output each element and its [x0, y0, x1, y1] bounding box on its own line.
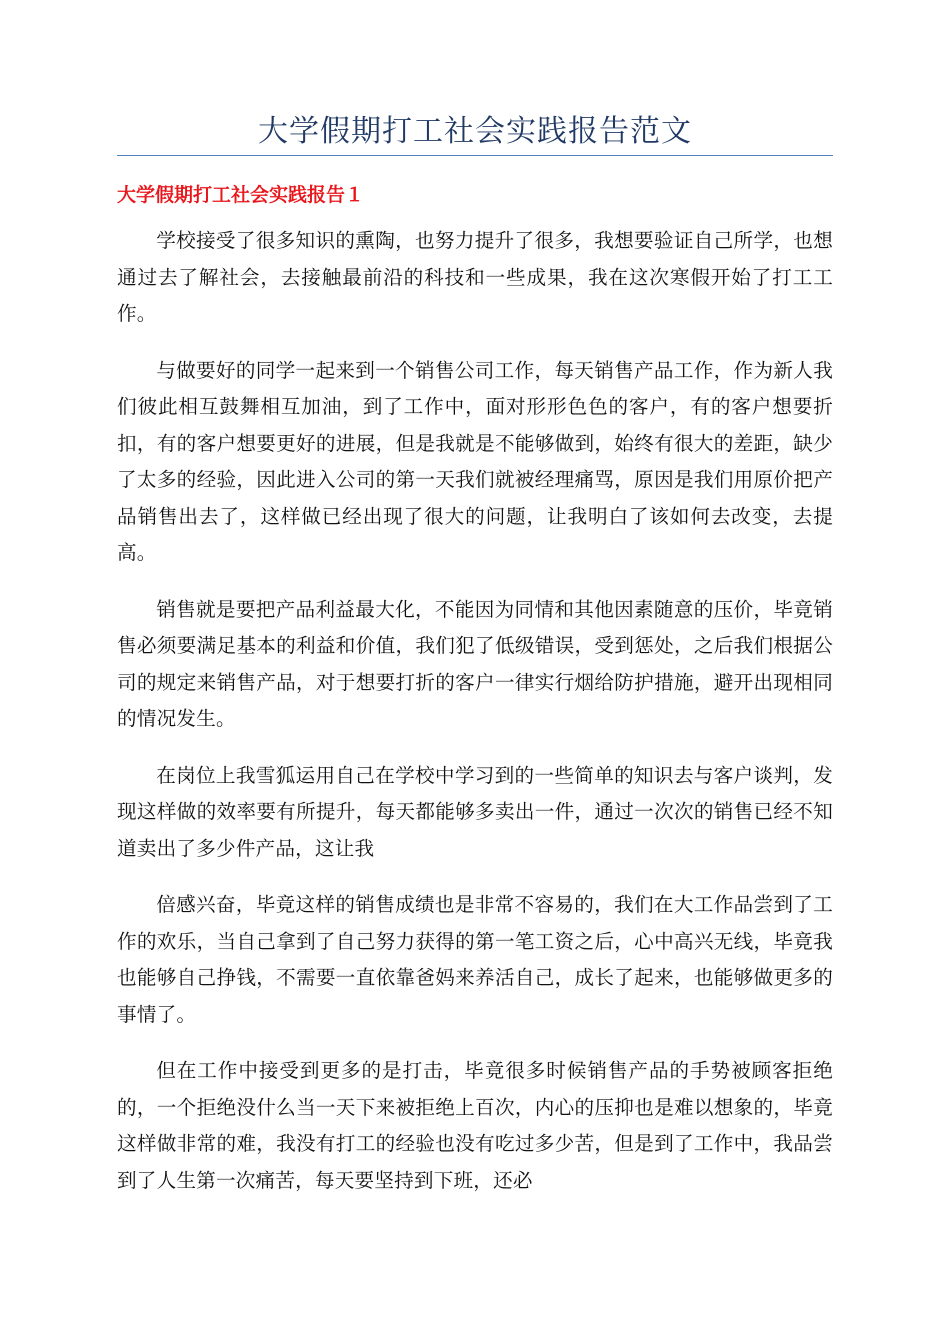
section-heading: 大学假期打工社会实践报告１: [117, 184, 365, 206]
paragraph: 在岗位上我雪狐运用自己在学校中学习到的一些简单的知识去与客户谈判，发现这样做的效率要有所提升，每天都能够多卖出一件，通过一次次的销售已经不知道卖出了多少件产品，这让我: [117, 763, 833, 860]
paragraph: 销售就是要把产品利益最大化，不能因为同情和其他因素随意的压价，毕竟销售必须要满足基本的利益和价值，我们犯了低级错误，受到惩处，之后我们根据公司的规定来销售产品，对于想要打折的客户一律实行烟给防护措施，避开出现相同的情况发生。: [117, 597, 833, 730]
title-divider: [117, 155, 833, 156]
body-text: [117, 223, 833, 1219]
paragraph: 倍感兴奋，毕竟这样的销售成绩也是非常不容易的，我们在大工作品尝到了工作的欢乐，当自己拿到了自己努力获得的第一笔工资之后，心中高兴无线，毕竟我也能够自己挣钱，不需要一直依靠爸妈来养活自己，成长了起来，也能够做更多的事情了。: [117, 893, 833, 1026]
document-title: 大学假期打工社会实践报告范文: [258, 114, 692, 149]
paragraph: 与做要好的同学一起来到一个销售公司工作，每天销售产品工作，作为新人我们彼此相互鼓舞相互加油，到了工作中，面对形形色色的客户，有的客户想要折扣，有的客户想要更好的进展，但是我就是不能够做到，始终有很大的差距，缺少了太多的经验，因此进入公司的第一天我们就被经理痛骂，原因是我们用原价把产品销售出去了，这样做已经出现了很大的问题，让我明白了该如何去改变，去提高。: [117, 358, 833, 564]
paragraph: 学校接受了很多知识的熏陶，也努力提升了很多，我想要验证自己所学，也想通过去了解社会，去接触最前沿的科技和一些成果，我在这次寒假开始了打工工作。: [117, 229, 833, 325]
document-page: [117, 0, 833, 1344]
paragraph: 但在工作中接受到更多的是打击，毕竟很多时候销售产品的手势被顾客拒绝的，一个拒绝没什么当一天下来被拒绝上百次，内心的压抑也是难以想象的，毕竟这样做非常的难，我没有打工的经验也没有吃过多少苦，但是到了工作中，我品尝到了人生第一次痛苦，每天要坚持到下班，还必: [117, 1059, 833, 1192]
